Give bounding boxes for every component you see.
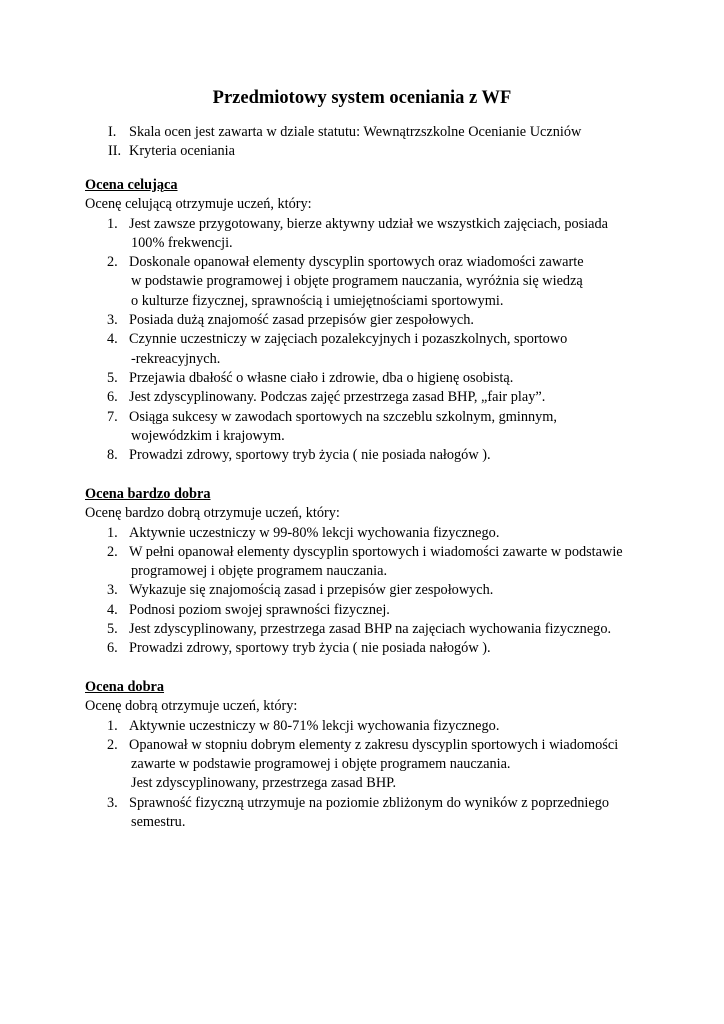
criteria-number: 4.	[107, 331, 118, 348]
criteria-number: 1.	[107, 215, 118, 232]
criteria-item	[85, 524, 645, 543]
criteria-list	[85, 215, 645, 466]
criteria-text-line: Doskonale opanował elementy dyscyplin sportowych oraz wiadomości zawarte	[129, 254, 584, 271]
criteria-number: 2.	[107, 736, 118, 753]
section-heading: Ocena celująca	[85, 177, 178, 193]
criteria-text-line: 100% frekwencji.	[131, 234, 233, 251]
criteria-list	[85, 524, 645, 659]
criteria-number: 1.	[107, 717, 118, 734]
criteria-item	[85, 253, 645, 311]
criteria-number: 3.	[107, 794, 118, 811]
section-intro: Ocenę dobrą otrzymuje uczeń, który:	[85, 698, 298, 715]
criteria-text-line: Posiada dużą znajomość zasad przepisów gier zespołowych.	[129, 312, 474, 329]
criteria-item	[85, 581, 645, 600]
criteria-text-line: Opanował w stopniu dobrym elementy z zakresu dyscyplin sportowych i wiadomości	[129, 736, 619, 753]
criteria-text-line: Jest zdyscyplinowany, przestrzega zasad BHP.	[131, 775, 397, 792]
criteria-text-line: Osiąga sukcesy w zawodach sportowych na szczeblu szkolnym, gminnym,	[129, 408, 558, 425]
criteria-text-line: o kulturze fizycznej, sprawnością i umiejętnościami sportowymi.	[131, 292, 504, 309]
criteria-item	[85, 311, 645, 330]
section-ocena-dobra	[85, 678, 645, 832]
criteria-text-line: Jest zawsze przygotowany, bierze aktywny udział we wszystkich zajęciach, posiada	[129, 215, 609, 232]
criteria-number: 3.	[107, 312, 118, 329]
criteria-number: 2.	[107, 543, 118, 560]
criteria-text-line: W pełni opanował elementy dyscyplin sportowych i wiadomości zawarte w podstawie	[129, 543, 623, 560]
criteria-text-line: zawarte w podstawie programowej i objęte programem nauczania.	[131, 756, 511, 773]
criteria-text-line: w podstawie programowej i objęte programem nauczania, wyróżnia się wiedzą	[131, 273, 583, 290]
roman-text: Kryteria oceniania	[129, 143, 235, 160]
section-intro: Ocenę celującą otrzymuje uczeń, który:	[85, 196, 312, 213]
criteria-item	[85, 736, 645, 794]
criteria-item	[85, 601, 645, 620]
criteria-item	[85, 408, 645, 447]
section-heading: Ocena dobra	[85, 679, 165, 695]
criteria-item	[85, 543, 645, 582]
criteria-item	[85, 446, 645, 465]
criteria-text-line: Prowadzi zdrowy, sportowy tryb życia ( nie posiada nałogów ).	[129, 447, 491, 464]
criteria-text-line: -rekreacyjnych.	[131, 350, 221, 367]
criteria-item	[85, 794, 645, 833]
criteria-text-line: programowej i objęte programem nauczania.	[131, 563, 388, 580]
criteria-text-line: Wykazuje się znajomością zasad i przepisów gier zespołowych.	[129, 582, 494, 599]
page-title: Przedmiotowy system oceniania z WF	[212, 88, 512, 108]
criteria-text-line: Jest zdyscyplinowany. Podczas zajęć przestrzega zasad BHP, „fair play”.	[129, 389, 546, 406]
roman-item	[108, 142, 581, 161]
criteria-text-line: Aktywnie uczestniczy w 80-71% lekcji wychowania fizycznego.	[129, 717, 500, 734]
criteria-text-line: semestru.	[131, 814, 186, 831]
criteria-number: 1.	[107, 524, 118, 541]
criteria-text-line: Jest zdyscyplinowany, przestrzega zasad BHP na zajęciach wychowania fizycznego.	[129, 621, 612, 638]
section-ocena-celujaca	[85, 176, 645, 465]
section-intro: Ocenę bardzo dobrą otrzymuje uczeń, który:	[85, 505, 340, 522]
criteria-list	[85, 717, 645, 833]
criteria-item	[85, 388, 645, 407]
criteria-number: 6.	[107, 389, 118, 406]
criteria-number: 8.	[107, 447, 118, 464]
roman-marker: II.	[108, 143, 122, 160]
criteria-number: 6.	[107, 640, 118, 657]
criteria-number: 5.	[107, 621, 118, 638]
criteria-number: 3.	[107, 582, 118, 599]
roman-item	[108, 123, 581, 142]
roman-list	[108, 123, 581, 162]
criteria-number: 2.	[107, 254, 118, 271]
criteria-text-line: Podnosi poziom swojej sprawności fizycznej.	[129, 601, 390, 618]
criteria-item	[85, 639, 645, 658]
section-ocena-bardzo-dobra	[85, 485, 645, 659]
criteria-item	[85, 330, 645, 369]
criteria-text-line: Sprawność fizyczną utrzymuje na poziomie zbliżonym do wyników z poprzedniego	[129, 794, 609, 811]
criteria-item	[85, 215, 645, 254]
criteria-text-line: Aktywnie uczestniczy w 99-80% lekcji wychowania fizycznego.	[129, 524, 500, 541]
criteria-number: 4.	[107, 601, 118, 618]
criteria-text-line: Czynnie uczestniczy w zajęciach pozalekcyjnych i pozaszkolnych, sportowo	[129, 331, 568, 348]
criteria-number: 5.	[107, 369, 118, 386]
criteria-item	[85, 369, 645, 388]
section-heading: Ocena bardzo dobra	[85, 486, 211, 502]
criteria-item	[85, 717, 645, 736]
criteria-item	[85, 620, 645, 639]
criteria-text-line: wojewódzkim i krajowym.	[131, 427, 285, 444]
roman-marker: I.	[108, 124, 117, 140]
criteria-text-line: Prowadzi zdrowy, sportowy tryb życia ( nie posiada nałogów ).	[129, 640, 491, 657]
criteria-text-line: Przejawia dbałość o własne ciało i zdrowie, dba o higienę osobistą.	[129, 369, 514, 386]
roman-text: Skala ocen jest zawarta w dziale statutu: Wewnątrzszkolne Ocenianie Uczniów	[129, 124, 582, 140]
criteria-number: 7.	[107, 408, 118, 425]
